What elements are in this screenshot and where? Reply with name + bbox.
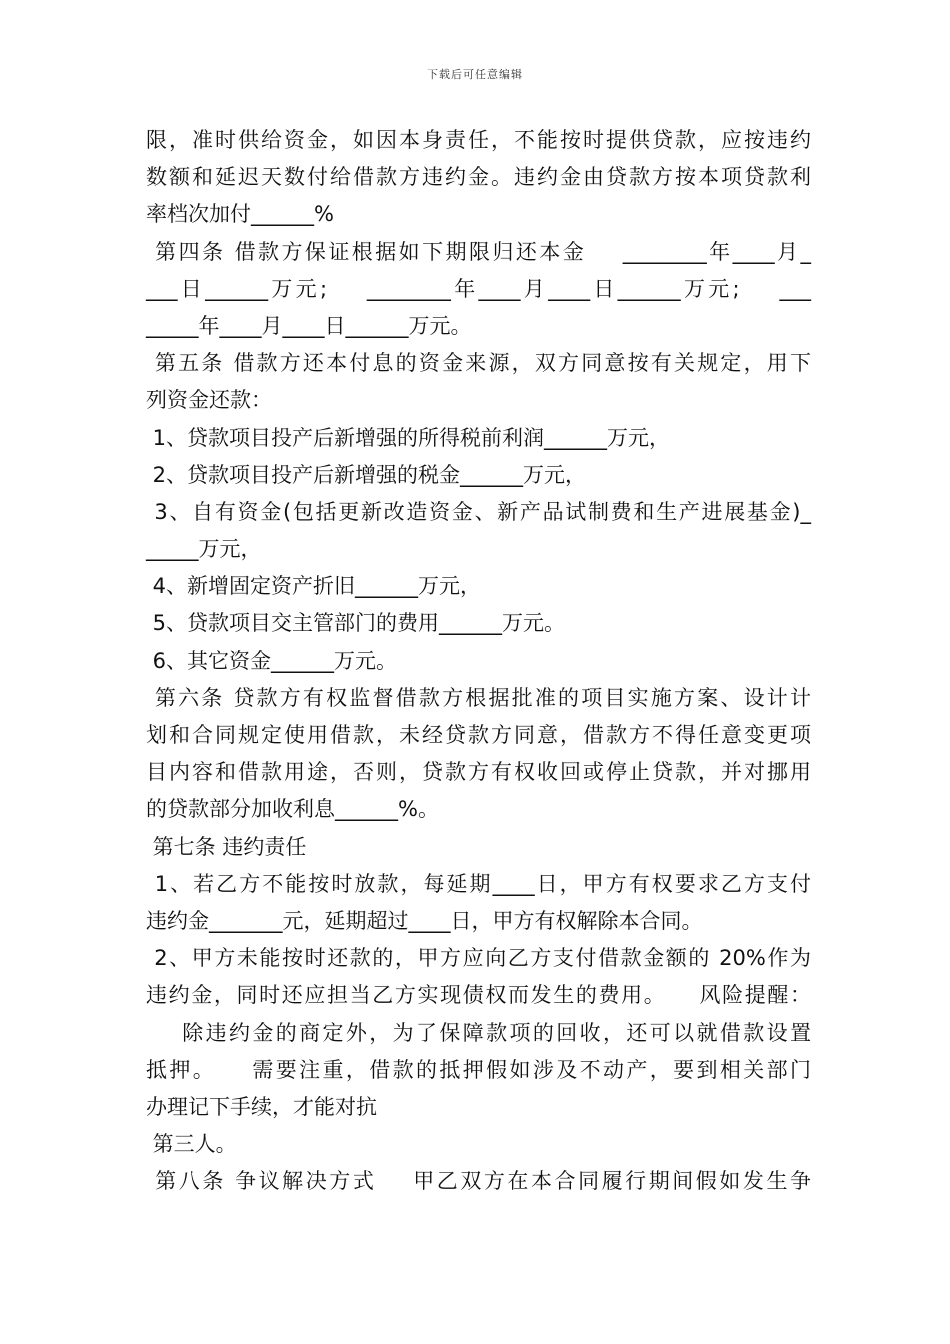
- text-line: 4、新增固定资产折旧______万元，: [146, 574, 482, 599]
- text-line: 1、若乙方不能按时放款，每延期____日，甲方有权要求乙方支付: [146, 871, 811, 896]
- text-line: 第八条 争议解决方式 甲乙双方在本合同履行期间假如发生争: [146, 1169, 811, 1194]
- text-line: 第三人。: [146, 1132, 237, 1157]
- text-line: 2、甲方未能按时还款的，甲方应向乙方支付借款金额的 20%作为: [146, 946, 811, 971]
- text-line: 3、自有资金(包括更新改造资金、新产品试制费和生产进展基金)_: [146, 499, 811, 524]
- text-line: 率档次加付______%: [146, 202, 334, 227]
- document-body: [146, 122, 811, 1200]
- text-line: 6、其它资金______万元。: [146, 648, 398, 673]
- text-line: 2、贷款项目投产后新增强的税金______万元，: [146, 462, 587, 487]
- text-line: ___日______万元; ________年____月____日______万元; ___: [146, 276, 811, 301]
- text-line: 第七条 违约责任: [146, 834, 307, 859]
- text-line: 的贷款部分加收利息______%。: [146, 797, 439, 822]
- text-line: 划和合同规定使用借款，未经贷款方同意，借款方不得任意变更项: [146, 723, 811, 747]
- text-line: 除违约金的商定外，为了保障款项的回收，还可以就借款设置: [146, 1020, 811, 1045]
- text-line: 目内容和借款用途，否则，贷款方有权收回或停止贷款，并对挪用: [146, 760, 811, 785]
- text-line: 列资金还款：: [146, 388, 272, 413]
- text-line: 第四条 借款方保证根据如下期限归还本金 ________年____月_: [146, 239, 811, 264]
- text-line: _____万元，: [146, 537, 262, 562]
- text-line: 违约金_______元，延期超过____日，甲方有权解除本合同。: [146, 908, 703, 933]
- text-line: 数额和延迟天数付给借款方违约金。违约金由贷款方按本项贷款利: [146, 165, 811, 190]
- text-line: 第六条 贷款方有权监督借款方根据批准的项目实施方案、设计计: [146, 685, 811, 710]
- text-line: 抵押。 需要注重，借款的抵押假如涉及不动产，要到相关部门: [146, 1057, 811, 1082]
- text-line: 办理记下手续，才能对抗: [146, 1094, 377, 1119]
- text-line: 5、贷款项目交主管部门的费用______万元。: [146, 611, 566, 636]
- text-line: 第五条 借款方还本付息的资金来源，双方同意按有关规定，用下: [146, 351, 811, 376]
- text-line: 限，准时供给资金，如因本身责任，不能按时提供贷款，应按违约: [146, 128, 811, 152]
- text-line: _____年____月____日______万元。: [146, 313, 472, 338]
- page-header-note: 下载后可任意编辑: [427, 68, 523, 81]
- text-line: 违约金，同时还应担当乙方实现债权而发生的费用。 风险提醒：: [146, 983, 811, 1008]
- text-line: 1、贷款项目投产后新增强的所得税前利润______万元，: [146, 425, 671, 450]
